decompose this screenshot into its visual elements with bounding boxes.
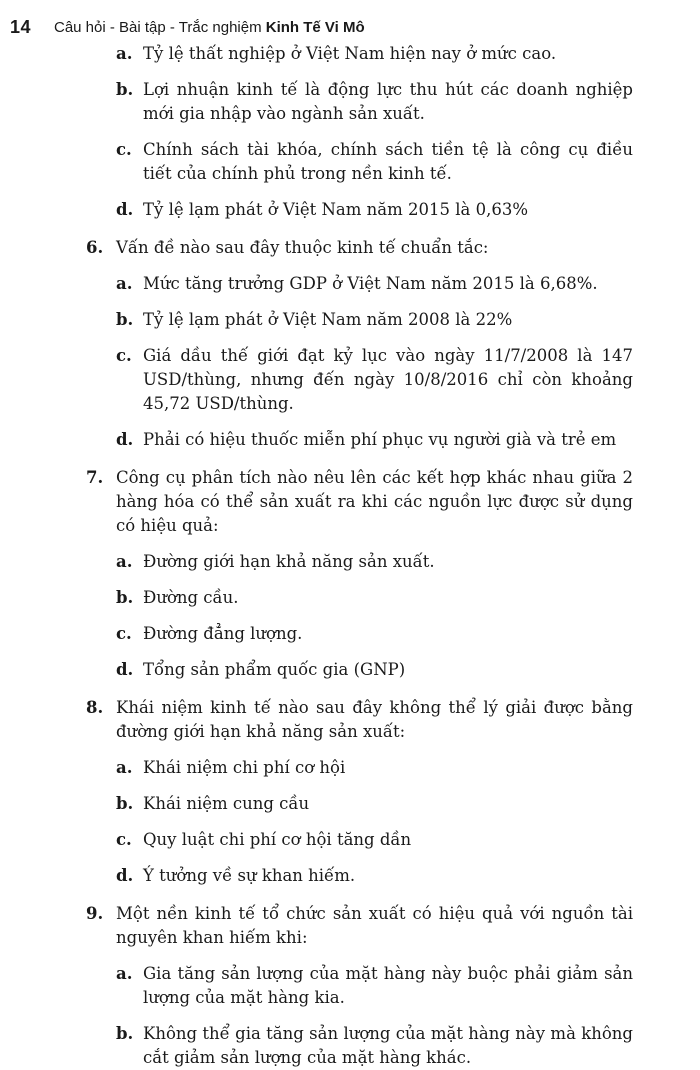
option-letter: b. (116, 310, 134, 329)
option-text: Tổng sản phẩm quốc gia (GNP) (143, 660, 406, 679)
option-letter: d. (116, 866, 134, 885)
option-7a (116, 550, 633, 574)
option-letter: a. (116, 44, 133, 63)
option-6a (116, 272, 633, 296)
question-number: 7. (86, 468, 104, 487)
option-text: Đường đẳng lượng. (143, 624, 303, 643)
question-6 (86, 236, 633, 260)
option-letter: b. (116, 1024, 134, 1043)
option-text: Giá dầu thế giới đạt kỷ lục vào ngày 11/7/2008 là 147 USD/thùng, nhưng đến ngày 10/8/2016 chỉ còn khoảng 45,72 USD/thùng. (143, 346, 633, 413)
question-8 (86, 696, 633, 744)
option-6b (116, 308, 633, 332)
page-header (10, 14, 365, 40)
option-letter: b. (116, 794, 134, 813)
option-text: Gia tăng sản lượng của mặt hàng này buộc phải giảm sản lượng của mặt hàng kia. (143, 964, 633, 1007)
option-letter: b. (116, 80, 134, 99)
option-text: Đường cầu. (143, 588, 239, 607)
option-text: Quy luật chi phí cơ hội tăng dần (143, 830, 412, 849)
option-text: Tỷ lệ lạm phát ở Việt Nam năm 2008 là 22% (143, 310, 513, 329)
option-6c (116, 344, 633, 416)
option-8a (116, 756, 633, 780)
option-8d (116, 864, 633, 888)
option-letter: a. (116, 274, 133, 293)
option-letter: c. (116, 346, 132, 365)
option-9b (116, 1022, 633, 1070)
option-text: Khái niệm chi phí cơ hội (143, 758, 346, 777)
question-number: 8. (86, 698, 104, 717)
option-5b (116, 78, 633, 126)
running-title-prefix: Câu hỏi - Bài tập - Trắc nghiệm (54, 18, 266, 36)
option-text: Phải có hiệu thuốc miễn phí phục vụ người già và trẻ em (143, 430, 617, 449)
option-5d (116, 198, 633, 222)
question-text: Vấn đề nào sau đây thuộc kinh tế chuẩn tắc: (116, 238, 489, 257)
question-text: Một nền kinh tế tổ chức sản xuất có hiệu quả với nguồn tài nguyên khan hiếm khi: (116, 904, 633, 947)
option-text: Khái niệm cung cầu (143, 794, 310, 813)
option-text: Không thể gia tăng sản lượng của mặt hàng này mà không cắt giảm sản lượng của mặt hàng khác. (143, 1024, 633, 1067)
option-7b (116, 586, 633, 610)
option-text: Ý tưởng về sự khan hiếm. (143, 866, 356, 885)
option-9a (116, 962, 633, 1010)
option-letter: c. (116, 624, 132, 643)
option-text: Lợi nhuận kinh tế là động lực thu hút các doanh nghiệp mới gia nhập vào ngành sản xuất. (143, 80, 633, 123)
option-8b (116, 792, 633, 816)
option-text: Mức tăng trưởng GDP ở Việt Nam năm 2015 là 6,68%. (143, 274, 598, 293)
question-number: 6. (86, 238, 104, 257)
option-text: Chính sách tài khóa, chính sách tiền tệ là công cụ điều tiết của chính phủ trong nền kinh tế. (143, 140, 633, 183)
option-6d (116, 428, 633, 452)
option-7c (116, 622, 633, 646)
question-7 (86, 466, 633, 538)
option-letter: d. (116, 430, 134, 449)
option-text: Đường giới hạn khả năng sản xuất. (143, 552, 435, 571)
option-letter: a. (116, 552, 133, 571)
option-letter: c. (116, 140, 132, 159)
option-text: Tỷ lệ lạm phát ở Việt Nam năm 2015 là 0,63% (143, 200, 529, 219)
option-letter: d. (116, 660, 134, 679)
option-letter: b. (116, 588, 134, 607)
option-5a (116, 42, 633, 66)
option-8c (116, 828, 633, 852)
question-text: Công cụ phân tích nào nêu lên các kết hợp khác nhau giữa 2 hàng hóa có thể sản xuất ra khi các nguồn lực được sử dụng có hiệu quả: (116, 468, 633, 535)
page-number: 14 (10, 16, 32, 37)
question-9 (86, 902, 633, 950)
running-title (54, 19, 365, 36)
option-text: Tỷ lệ thất nghiệp ở Việt Nam hiện nay ở mức cao. (143, 44, 557, 63)
option-7d (116, 658, 633, 682)
running-title-bold: Kinh Tế Vi Mô (265, 18, 365, 36)
page-content (0, 42, 700, 1070)
question-text: Khái niệm kinh tế nào sau đây không thể lý giải được bằng đường giới hạn khả năng sản xuất: (116, 698, 633, 741)
question-number: 9. (86, 904, 104, 923)
option-letter: a. (116, 964, 133, 983)
option-letter: d. (116, 200, 134, 219)
option-5c (116, 138, 633, 186)
option-letter: c. (116, 830, 132, 849)
option-letter: a. (116, 758, 133, 777)
